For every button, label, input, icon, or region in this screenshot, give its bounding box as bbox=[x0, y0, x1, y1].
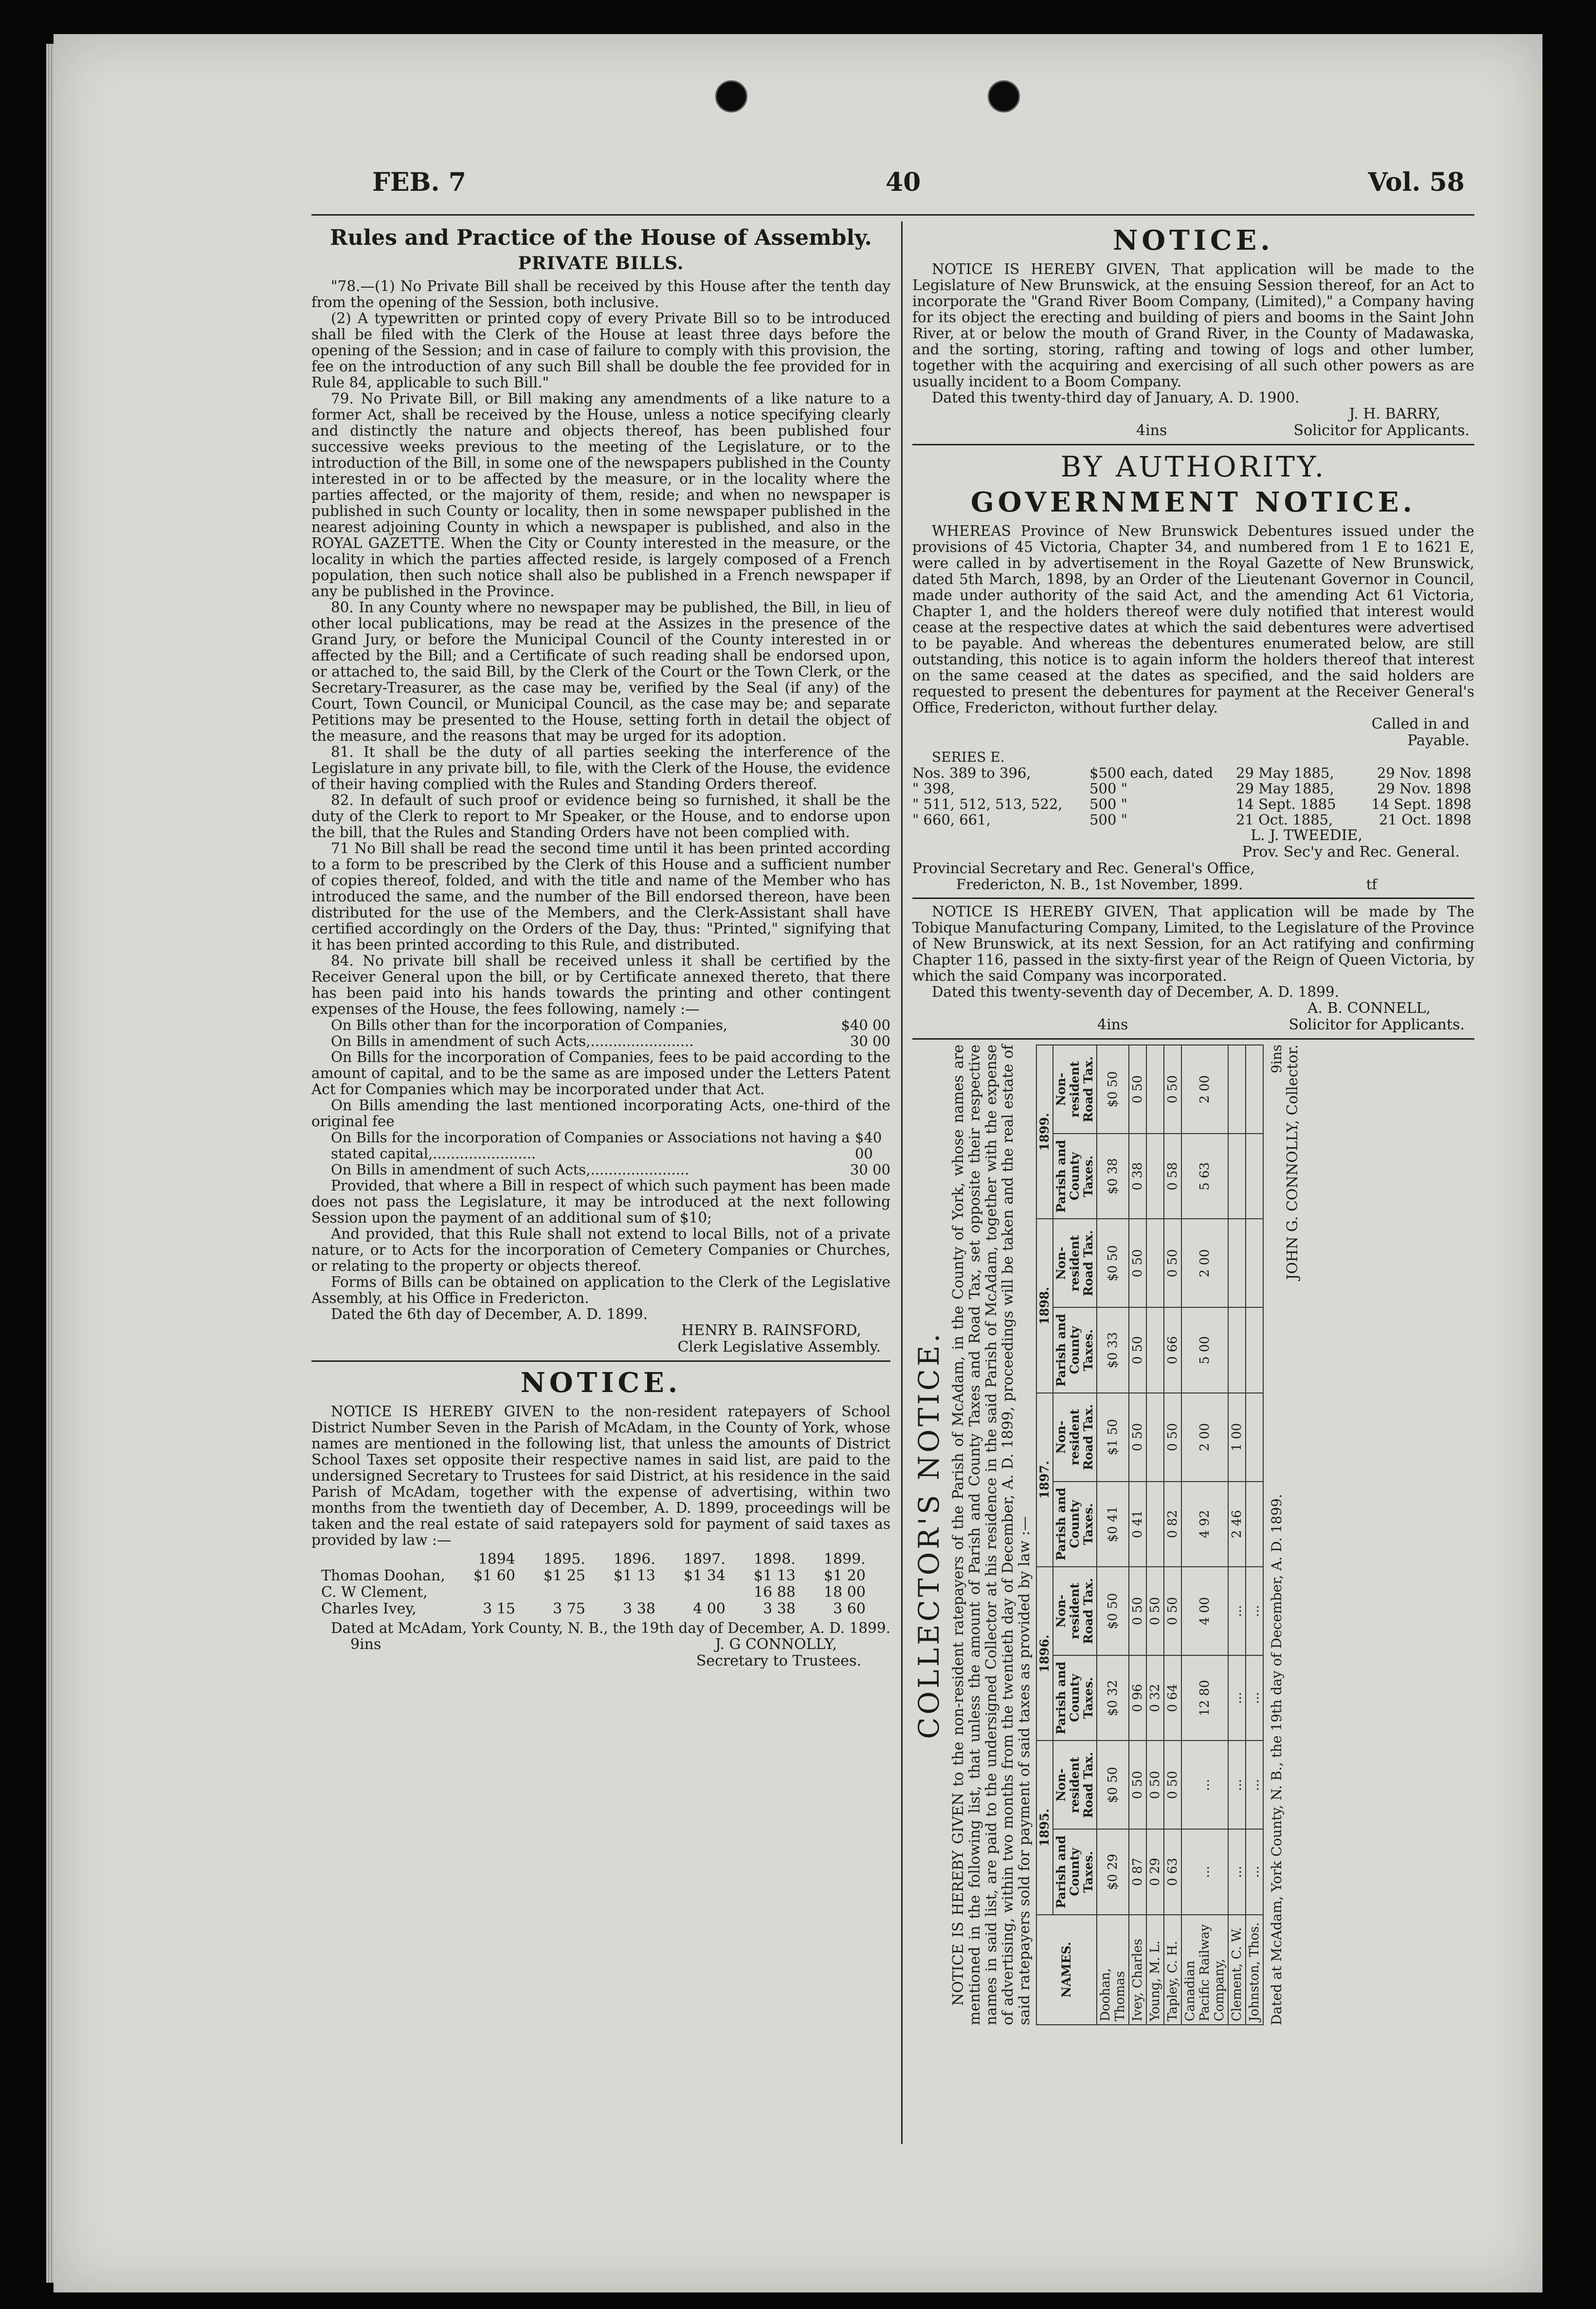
tax-cell bbox=[1146, 1045, 1164, 1134]
subheader-road: Non-resident Road Tax. bbox=[1053, 1045, 1097, 1134]
tax-cell bbox=[1146, 1393, 1164, 1482]
tax-cell: $0 38 bbox=[1097, 1134, 1129, 1219]
rule-paragraph: "78.—(1) No Private Bill shall be received by this House after the tenth day from the opening of the Session, both inclusive. bbox=[311, 278, 890, 311]
collector-footer bbox=[1269, 1045, 1285, 2025]
proviso: And provided, that this Rule shall not extend to local Bills, not of a private nature, or to Acts for the incorporation of Cemetery Companies or Churches, or relating to the property or objects thereof. bbox=[311, 1226, 890, 1274]
debenture-numbers: Nos. 389 to 396, bbox=[912, 765, 1031, 781]
tax-cell: 1 00 bbox=[1228, 1393, 1246, 1482]
page-header bbox=[311, 161, 1474, 204]
table-row bbox=[1097, 1045, 1129, 2025]
tax-cell bbox=[1246, 1482, 1263, 1567]
tax-cell: 3 75 bbox=[553, 1600, 585, 1617]
proviso: Provided, that where a Bill in respect of which such payment has been made does not pass the Legislature, it may be introduced at the next following Session upon the payment of an additional sum of $10; bbox=[311, 1177, 890, 1226]
tax-cell: 0 29 bbox=[1146, 1829, 1164, 1914]
divider bbox=[912, 1038, 1474, 1040]
issue-date: FEB. 7 bbox=[372, 167, 466, 197]
government-notice-title: GOVERNMENT NOTICE. bbox=[970, 486, 1416, 518]
volume-number: Vol. 58 bbox=[1368, 167, 1465, 197]
school-notice-body: NOTICE IS HEREBY GIVEN to the non-resident ratepayers of School District Number Seven in the Parish of McAdam, in the County of York, whose names are mentioned in the following list, that unless the amounts of District School Taxes set opposite their respective names in said list, are paid to the undersigned Secretary to Trustees for said District, at his residence in the said Parish of McAdam, together with the expense of advertising, within two months from the twentieth day of December, A. D. 1899, proceedings will be taken and the real estate of said ratepayers sold for payment of said taxes as provided by law :— bbox=[311, 1403, 890, 1548]
debenture-amount: 500 " bbox=[1089, 796, 1127, 812]
table-header-row bbox=[321, 1551, 872, 1568]
tax-cell: 0 50 bbox=[1164, 1393, 1181, 1482]
divider bbox=[311, 1360, 890, 1362]
tax-cell: 0 50 bbox=[1129, 1741, 1146, 1829]
table-row bbox=[1164, 1045, 1181, 2025]
divider bbox=[912, 898, 1474, 899]
subheader-road: Non-resident Road Tax. bbox=[1053, 1393, 1097, 1482]
school-notice-title: NOTICE. bbox=[520, 1367, 682, 1399]
ratepayer-name: Young, M. L. bbox=[1146, 1915, 1164, 2025]
tax-cell: 0 32 bbox=[1146, 1655, 1164, 1741]
left-column bbox=[311, 221, 890, 1669]
tobique-signer-title: Solicitor for Applicants. bbox=[1288, 1016, 1465, 1033]
collector-notice bbox=[912, 1045, 1472, 2025]
fee-line bbox=[311, 1130, 890, 1162]
fee-text: On Bills for the incorporation of Companies, fees to be paid according to the amount of capital, and to be the same as are imposed under the Letters Patent Act for Companies which may be incorporated under that Act. bbox=[311, 1049, 890, 1098]
debenture-table bbox=[912, 765, 1474, 827]
school-signer: J. G CONNOLLY, bbox=[715, 1636, 837, 1653]
tax-cell bbox=[1146, 1219, 1164, 1307]
subheader-road: Non-resident Road Tax. bbox=[1053, 1219, 1097, 1307]
collector-notice-title: COLLECTOR'S NOTICE. bbox=[912, 1331, 945, 1739]
tax-cell bbox=[662, 1584, 732, 1601]
table-row bbox=[1129, 1045, 1146, 2025]
ratepayer-name: Clement, C. W. bbox=[1228, 1915, 1246, 2025]
debenture-amount: 500 " bbox=[1089, 780, 1127, 797]
tax-cell: 0 50 bbox=[1146, 1741, 1164, 1829]
debenture-payable: 29 Nov. 1898 bbox=[1377, 765, 1471, 781]
table-row bbox=[1228, 1045, 1246, 2025]
year-header: 1895. bbox=[1036, 1741, 1053, 1914]
tax-cell: $1 20 bbox=[824, 1567, 866, 1584]
tax-cell bbox=[1146, 1134, 1164, 1219]
year-header: 1898. bbox=[1036, 1219, 1053, 1393]
collector-dated: Dated at McAdam, York County, N. B., the 19th day of December, A. D. 1899. bbox=[1269, 1494, 1285, 2025]
boom-signer: J. H. BARRY, bbox=[1349, 405, 1440, 422]
tax-cell bbox=[1246, 1307, 1263, 1393]
debenture-dated: 29 May 1885, bbox=[1236, 765, 1334, 781]
government-signer-title: Prov. Sec'y and Rec. General. bbox=[1242, 843, 1460, 861]
tax-cell: 0 50 bbox=[1129, 1219, 1146, 1307]
table-header-row bbox=[1036, 1045, 1053, 2025]
fee-label: On Bills for the incorporation of Companies or Associations not having a stated capital,....................... bbox=[331, 1129, 850, 1162]
tobique-notice-dated: Dated this twenty-seventh day of December, A. D. 1899. bbox=[932, 984, 1340, 1000]
insertion-count: 4ins bbox=[1136, 422, 1167, 439]
rules-signer-title: Clerk Legislative Assembly. bbox=[677, 1338, 881, 1356]
tax-cell: $0 50 bbox=[1097, 1567, 1129, 1655]
tax-cell: $1 50 bbox=[1097, 1393, 1129, 1482]
year-header: 1897. bbox=[1036, 1393, 1053, 1567]
collector-notice-block bbox=[912, 1045, 1472, 2025]
debenture-dated: 21 Oct. 1885, bbox=[1236, 811, 1333, 828]
tax-cell: 3 15 bbox=[483, 1600, 515, 1617]
tobique-signer: A. B. CONNELL, bbox=[1307, 1000, 1431, 1017]
tax-cell bbox=[522, 1584, 592, 1601]
collector-signer: JOHN G. CONNOLLY, Collector. bbox=[1284, 1045, 1301, 1280]
subheader-parish: Parish and County Taxes. bbox=[1053, 1482, 1097, 1567]
tax-cell: $1 25 bbox=[544, 1567, 585, 1584]
tax-cell: ... bbox=[1246, 1829, 1263, 1914]
fee-amount: $40 00 bbox=[841, 1017, 890, 1033]
tax-cell: 0 50 bbox=[1129, 1393, 1146, 1482]
tax-cell: 3 38 bbox=[623, 1600, 655, 1617]
fee-line bbox=[311, 1162, 890, 1178]
tax-cell: $0 50 bbox=[1097, 1219, 1129, 1307]
table-subheader-row bbox=[1053, 1045, 1097, 2025]
tax-cell: 0 38 bbox=[1129, 1134, 1146, 1219]
tax-cell: 5 00 bbox=[1181, 1307, 1228, 1393]
binding-hole bbox=[988, 80, 1020, 112]
tax-cell: ... bbox=[1246, 1741, 1263, 1829]
year-header: 1899. bbox=[1036, 1045, 1053, 1219]
ratepayer-name: Charles Ivey, bbox=[321, 1600, 417, 1617]
tax-cell: ... bbox=[1181, 1741, 1228, 1829]
ratepayer-name: C. W Clement, bbox=[321, 1584, 428, 1601]
table-row bbox=[1246, 1045, 1263, 2025]
tax-cell: 2 00 bbox=[1181, 1219, 1228, 1307]
tax-cell: $1 60 bbox=[473, 1567, 515, 1584]
debenture-payable: 29 Nov. 1898 bbox=[1377, 780, 1471, 797]
rule-paragraph: 82. In default of such proof or evidence being so furnished, it shall be the duty of the Clerk to report to Mr Speaker, or the House, and to endorse upon the bill, that the Rules and Standing Orders have not been complied with. bbox=[311, 792, 890, 841]
tax-cell: 0 50 bbox=[1146, 1567, 1164, 1655]
tax-cell: 2 46 bbox=[1228, 1482, 1246, 1567]
collector-table-body bbox=[1097, 1045, 1263, 2025]
tax-cell: 3 38 bbox=[763, 1600, 796, 1617]
fee-label: On Bills in amendment of such Acts,....................... bbox=[331, 1033, 694, 1049]
called-header: Called in and bbox=[1371, 715, 1469, 733]
year-header: 1899. bbox=[824, 1551, 866, 1568]
tax-cell: 0 50 bbox=[1164, 1219, 1181, 1307]
table-row bbox=[321, 1584, 872, 1601]
tax-cell: $0 41 bbox=[1097, 1482, 1129, 1567]
rule-paragraph: 80. In any County where no newspaper may be published, the Bill, in lieu of other local publications, may be read at the Assizes in the presence of the Grand Jury, or before the Municipal Council of the County interested in or affected by the Bill; and a Certificate of such reading shall be endorsed upon, or attached to, the said Bill, by the Clerk of the Court or the Town Clerk, or the Secretary-Treasurer, as the case may be, verified by the Seal (if any) of the Court, Town Council, or Municipal Council, as the case may be; and separate Petitions may be presented to the House, setting forth in detail the object of the measure, and the reasons that may be urged for its adoption. bbox=[311, 599, 890, 744]
rule-paragraph: 81. It shall be the duty of all parties seeking the interference of the Legislature in any private bill, to file, with the Clerk of the House, the evidence of their having complied with the Rules and Standing Orders thereof. bbox=[311, 744, 890, 792]
fee-amount: $40 00 bbox=[854, 1129, 882, 1162]
ratepayer-name: Thomas Doohan, bbox=[321, 1567, 445, 1584]
table-row bbox=[321, 1568, 872, 1584]
debenture-payable: 14 Sept. 1898 bbox=[1371, 796, 1471, 812]
right-column bbox=[912, 221, 1474, 2025]
tax-cell: 0 82 bbox=[1164, 1482, 1181, 1567]
tax-cell: $0 50 bbox=[1097, 1045, 1129, 1134]
boom-notice-body: NOTICE IS HEREBY GIVEN, That application will be made to the Legislature of New Brunswick, at the ensuing Session thereof, for an Act to incorporate the "Grand River Boom Company, (Limited)," a Company having for its object the erecting and building of piers and booms in the Saint John River, at or below the mouth of Grand River, in the County of Madawaska, and the sorting, storing, rafting and towing of logs and other lumber, together with the acquiring and exercising of all such other powers as are usually incident to a Boom Company. bbox=[912, 261, 1474, 390]
tax-cell: 0 96 bbox=[1129, 1655, 1146, 1741]
government-notice-body: WHEREAS Province of New Brunswick Debentures issued under the provisions of 45 Victoria, Chapter 34, and numbered from 1 E to 1621 E, were called in by advertisement in the Royal Gazette of New Brunswick, dated 5th March, 1898, by an Order of the Lieutenant Governor in Council, made under authority of the said Act, and the amending Act 61 Victoria, Chapter 1, and the holders thereof were duly notified that interest would cease at the respective dates at which the said debentures were advertised to be payable. And whereas the debentures enumerated below, are still outstanding, this notice is to again inform the holders thereof that interest on the same ceased at the dates as specified, and the said holders are requested to present the debentures for payment at the Receiver General's Office, Fredericton, without further delay. bbox=[912, 523, 1474, 716]
government-place-line bbox=[912, 877, 1474, 893]
debenture-dated: 29 May 1885, bbox=[1236, 780, 1334, 797]
subheader-parish: Parish and County Taxes. bbox=[1053, 1829, 1097, 1914]
government-office: Provincial Secretary and Rec. General's Office, bbox=[912, 860, 1255, 877]
subheader-parish: Parish and County Taxes. bbox=[1053, 1655, 1097, 1741]
fee-amount: 30 00 bbox=[850, 1033, 890, 1049]
tax-cell: ... bbox=[1246, 1567, 1263, 1655]
tax-cell: ... bbox=[1228, 1655, 1246, 1741]
school-tax-table bbox=[321, 1551, 872, 1617]
series-label: SERIES E. bbox=[932, 749, 1005, 765]
tax-cell: 4 00 bbox=[693, 1600, 725, 1617]
tax-cell bbox=[592, 1584, 662, 1601]
boom-notice-title: NOTICE. bbox=[1113, 224, 1274, 257]
divider bbox=[912, 444, 1474, 445]
insertion-count: 9ins bbox=[350, 1636, 381, 1653]
by-authority-heading: BY AUTHORITY. bbox=[1060, 450, 1326, 483]
school-signature-line bbox=[311, 1636, 890, 1653]
tax-cell: $1 13 bbox=[614, 1567, 655, 1584]
government-place-date: Fredericton, N. B., 1st November, 1899. bbox=[956, 876, 1243, 893]
subheader-road: Non-resident Road Tax. bbox=[1053, 1567, 1097, 1655]
rule-paragraph: 84. No private bill shall be received unless it shall be certified by the Receiver General upon the bill, or by Certificate annexed thereto, that there has been paid into his hands towards the printing and other contingent expenses of the House, the fees following, namely :— bbox=[311, 953, 890, 1017]
debenture-payable: 21 Oct. 1898 bbox=[1378, 811, 1471, 828]
subheader-parish: Parish and County Taxes. bbox=[1053, 1134, 1097, 1219]
tax-cell bbox=[1228, 1219, 1246, 1307]
debenture-numbers: " 660, 661, bbox=[912, 811, 991, 828]
ratepayer-name: Canadian Pacific Railway Company, bbox=[1181, 1915, 1228, 2025]
government-signer: L. J. TWEEDIE, bbox=[1251, 827, 1362, 844]
tax-cell: 4 92 bbox=[1181, 1482, 1228, 1567]
tax-cell bbox=[1246, 1045, 1263, 1134]
tax-cell: $0 50 bbox=[1097, 1741, 1129, 1829]
forms-note: Forms of Bills can be obtained on application to the Clerk of the Legislative Assembly, at his Office in Fredericton. bbox=[311, 1274, 890, 1306]
tax-cell: 0 58 bbox=[1164, 1134, 1181, 1219]
ratepayer-name: Ivey, Charles bbox=[1129, 1915, 1146, 2025]
school-signer-title: Secretary to Trustees. bbox=[696, 1652, 861, 1669]
tax-cell bbox=[1228, 1045, 1246, 1134]
boom-notice-dated: Dated this twenty-third day of January, A. D. 1900. bbox=[932, 389, 1300, 406]
year-header: 1896. bbox=[1036, 1567, 1053, 1741]
rule-paragraph: (2) A typewritten or printed copy of every Private Bill so to be introduced shall be filed with the Clerk of the House at least three days before the opening of the Session; and in case of failure to comply with this provision, the fee on the introduction of any such Bill shall be double the fee provided for in Rule 84, applicable to such Bill." bbox=[311, 310, 890, 391]
tax-cell: 0 50 bbox=[1129, 1307, 1146, 1393]
table-row bbox=[1181, 1045, 1228, 2025]
binding-hole bbox=[715, 80, 747, 112]
year-header: 1898. bbox=[754, 1551, 796, 1568]
tax-cell: 16 88 bbox=[754, 1584, 796, 1601]
tax-cell: ... bbox=[1181, 1829, 1228, 1914]
tax-cell: ... bbox=[1246, 1655, 1263, 1741]
table-row bbox=[912, 781, 1474, 796]
tax-cell: 0 50 bbox=[1164, 1741, 1181, 1829]
rule-paragraph: 71 No Bill shall be read the second time until it has been printed according to a form to be prescribed by the Clerk of this House and a sufficient number of copies thereof, folded, and with the title and name of the Member who has introduced the same, and the number of the Bill endorsed thereon, have been distributed for the use of the Members, and the Clerk-Assistant shall have certified accordingly on the Orders of the Day, thus: "Printed," signifying that it has been printed according to this Rule, and distributed. bbox=[311, 840, 890, 953]
column-rule bbox=[901, 221, 903, 2144]
names-header: NAMES. bbox=[1036, 1915, 1097, 2025]
boom-signer-title: Solicitor for Applicants. bbox=[1293, 422, 1469, 439]
tax-cell: 5 63 bbox=[1181, 1134, 1228, 1219]
gazette-page bbox=[311, 161, 1474, 2146]
debenture-amount: $500 each, dated bbox=[1089, 765, 1214, 781]
table-row bbox=[912, 765, 1474, 781]
tax-cell: 12 80 bbox=[1181, 1655, 1228, 1741]
rules-dated: Dated the 6th day of December, A. D. 1899. bbox=[331, 1306, 648, 1322]
fee-amount: 30 00 bbox=[850, 1161, 890, 1178]
tax-cell: 0 50 bbox=[1129, 1567, 1146, 1655]
rules-signer: HENRY B. RAINSFORD, bbox=[681, 1322, 861, 1339]
payable-header: Payable. bbox=[1407, 732, 1469, 749]
tax-cell: 0 63 bbox=[1164, 1829, 1181, 1914]
tax-cell bbox=[1146, 1482, 1164, 1567]
tax-cell bbox=[1146, 1307, 1164, 1393]
tax-cell bbox=[1228, 1307, 1246, 1393]
tax-cell: ... bbox=[1228, 1567, 1246, 1655]
tax-cell: $1 13 bbox=[754, 1567, 796, 1584]
tax-cell: 0 41 bbox=[1129, 1482, 1146, 1567]
tax-cell bbox=[1246, 1219, 1263, 1307]
collector-tax-table bbox=[1036, 1045, 1264, 2025]
subheader-parish: Parish and County Taxes. bbox=[1053, 1307, 1097, 1393]
rules-subtitle: PRIVATE BILLS. bbox=[518, 253, 684, 274]
rule-paragraph: 79. No Private Bill, or Bill making any amendments of a like nature to a former Act, shall be received by the House, unless a notice specifying clearly and distinctly the nature and objects thereof, has been published four successive weeks previous to the meeting of the Legislature, or to the introduction of the Bill, in some one of the newspapers published in the County interested in or to be affected by the measure, or in the locality where the parties affected, or the majority of them, reside; and when no newspaper is published in such County or locality, then in some newspaper published in the nearest adjoining County in which a newspaper is published, and also in the ROYAL GAZETTE. When the City or County interested in the measure, or the locality in which the parties affected reside, is largely composed of a French population, then such notice shall also be published in a French newspaper if any be published in the Province. bbox=[311, 390, 890, 600]
page-number: 40 bbox=[886, 167, 921, 197]
debenture-numbers: " 511, 512, 513, 522, bbox=[912, 796, 1063, 812]
debenture-dated: 14 Sept. 1885 bbox=[1236, 796, 1336, 812]
tax-cell: 0 66 bbox=[1164, 1307, 1181, 1393]
year-header: 1896. bbox=[614, 1551, 655, 1568]
ratepayer-name: Doohan, Thomas bbox=[1097, 1915, 1129, 2025]
tax-cell bbox=[1246, 1134, 1263, 1219]
tax-cell: 0 50 bbox=[1164, 1045, 1181, 1134]
tax-cell: 2 00 bbox=[1181, 1393, 1228, 1482]
fee-label: On Bills other than for the incorporation of Companies, bbox=[331, 1017, 728, 1033]
school-notice-dated: Dated at McAdam, York County, N. B., the 19th day of December, A. D. 1899. bbox=[331, 1620, 890, 1636]
tax-cell bbox=[1228, 1134, 1246, 1219]
subheader-road: Non-resident Road Tax. bbox=[1053, 1741, 1097, 1829]
table-row bbox=[321, 1601, 872, 1617]
tax-cell: $0 29 bbox=[1097, 1829, 1129, 1914]
tobique-notice-body: NOTICE IS HEREBY GIVEN, That application will be made by The Tobique Manufacturing Company, Limited, to the Legislature of the Province of New Brunswick, at its next Session, for an Act ratifying and confirming Chapter 116, passed in the sixty-first year of the Reign of Queen Victoria, by which the said Company was incorporated. bbox=[912, 903, 1474, 984]
tax-cell: $0 33 bbox=[1097, 1307, 1129, 1393]
tax-cell: 0 50 bbox=[1129, 1045, 1146, 1134]
header-rule bbox=[311, 214, 1474, 216]
tax-cell: 0 87 bbox=[1129, 1829, 1146, 1914]
table-row bbox=[1146, 1045, 1164, 2025]
debenture-amount: 500 " bbox=[1089, 811, 1127, 828]
collector-notice-body: NOTICE IS HEREBY GIVEN to the non-resident ratepayers of the Parish of McAdam, in the County of York, whose names are mentioned in the following list, that unless the amount of Parish and County Taxes and Road Tax, set opposite their respective names in said list, are paid to the undersigned Collector at his residence in the said Parish of McAdam, together with the expense of advertising, within two months from the twentieth day of December, A. D. 1899, proceedings will be taken and the real estate of said ratepayers sold for payment of said taxes as provided by law :— bbox=[950, 1045, 1033, 2025]
tax-cell: $1 34 bbox=[684, 1567, 725, 1584]
tobique-signature-line bbox=[912, 1017, 1474, 1033]
tax-cell: 0 50 bbox=[1164, 1567, 1181, 1655]
year-header: 1894 bbox=[478, 1551, 515, 1568]
year-header: 1895. bbox=[544, 1551, 585, 1568]
tax-cell: 0 64 bbox=[1164, 1655, 1181, 1741]
tax-cell: ... bbox=[1228, 1829, 1246, 1914]
tax-cell: 18 00 bbox=[824, 1584, 866, 1601]
ratepayer-name: Tapley, C. H. bbox=[1164, 1915, 1181, 2025]
debenture-numbers: " 398, bbox=[912, 780, 955, 797]
till-forbid-mark: tf bbox=[1366, 876, 1377, 893]
fee-line bbox=[311, 1033, 890, 1049]
rules-title: Rules and Practice of the House of Assembly. bbox=[329, 225, 872, 250]
tax-cell: 3 60 bbox=[833, 1600, 866, 1617]
tax-cell: $0 32 bbox=[1097, 1655, 1129, 1741]
tax-cell: 2 00 bbox=[1181, 1045, 1228, 1134]
fee-line bbox=[311, 1017, 890, 1033]
boom-signature-line bbox=[912, 422, 1474, 439]
tax-cell bbox=[452, 1584, 522, 1601]
fee-text: On Bills amending the last mentioned incorporating Acts, one-third of the original fee bbox=[311, 1097, 890, 1130]
tax-cell: ... bbox=[1228, 1741, 1246, 1829]
tax-cell bbox=[1246, 1393, 1263, 1482]
year-header: 1897. bbox=[684, 1551, 725, 1568]
fee-label: On Bills in amendment of such Acts,...................... bbox=[331, 1161, 689, 1178]
table-row bbox=[912, 812, 1474, 827]
insertion-count: 9ins bbox=[1269, 1045, 1285, 1074]
ratepayer-name: Johnston, Thos. bbox=[1246, 1915, 1263, 2025]
table-row bbox=[912, 796, 1474, 812]
insertion-count: 4ins bbox=[1097, 1016, 1128, 1033]
tax-cell: 4 00 bbox=[1181, 1567, 1228, 1655]
